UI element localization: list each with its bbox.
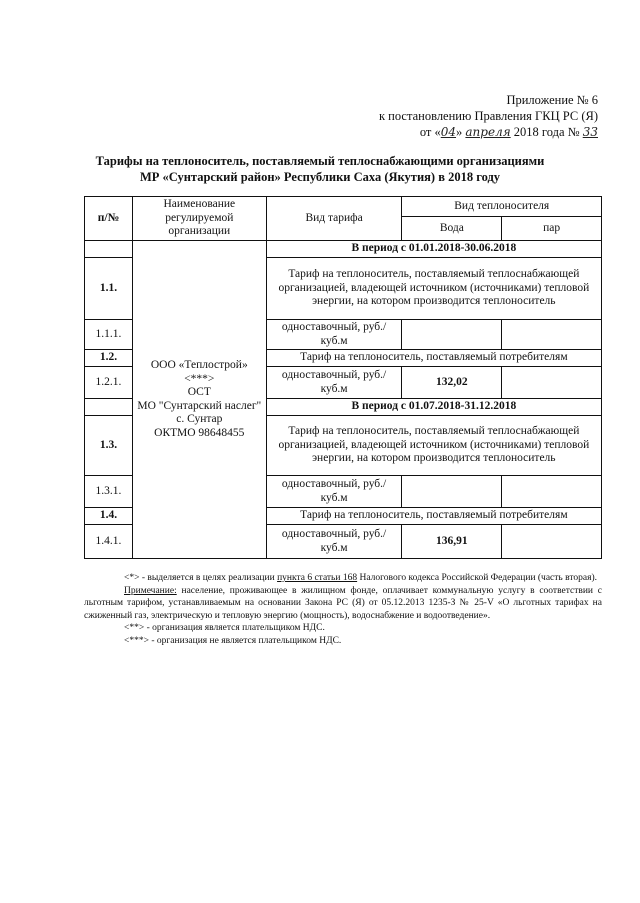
header-water: Вода: [402, 217, 502, 241]
header-steam: пар: [502, 217, 602, 241]
table-row: [85, 241, 602, 258]
footnotes: [84, 572, 602, 647]
row-type: одноставочный, руб./куб.м: [266, 367, 402, 399]
footnote-vat-payer: <**> - организация является плательщиком НДС.: [124, 623, 325, 633]
row-num: 1.3.1.: [85, 476, 133, 508]
header-type: Вид тарифа: [266, 197, 402, 241]
note-text: население, проживающее в жилищном фонде, оплачивает коммунальную услугу в соответствии с льготным тарифом, устанавливаемым на основании Закона РС (Я) от 05.12.2013 1235-З № 25-V «О льготных тарифах на сжиженный газ, электрическую и тепловую энергию (мощность), водоснабжение и водоотведение».: [84, 585, 602, 621]
row-water: 136,91: [402, 525, 502, 559]
row-num: 1.2.1.: [85, 367, 133, 399]
row-num: 1.3.: [85, 416, 133, 476]
table-header-row: [85, 197, 602, 217]
row-steam: [502, 320, 602, 350]
row-num: 1.4.1.: [85, 525, 133, 559]
period-2: В период с 01.07.2018-31.12.2018: [266, 399, 601, 416]
org-line: <***>: [184, 372, 215, 385]
row-text: Тариф на теплоноситель, поставляемый потребителям: [266, 508, 601, 525]
row-num: 1.2.: [85, 350, 133, 367]
appendix-date-line: [379, 124, 598, 140]
org-line: ООО «Теплострой»: [150, 359, 248, 371]
empty-cell: [85, 241, 133, 258]
row-steam: [502, 476, 602, 508]
row-water: 132,02: [402, 367, 502, 399]
title-line-1: Тарифы на теплоноситель, поставляемый теплоснабжающими организациями: [95, 154, 545, 168]
row-type: одноставочный, руб./куб.м: [266, 320, 402, 350]
header-num: п/№: [85, 197, 133, 241]
appendix-doc-number: 33: [582, 125, 598, 139]
appendix-month: апреля: [465, 125, 511, 139]
period-1: В период с 01.01.2018-30.06.2018: [266, 241, 601, 258]
row-text: Тариф на теплоноситель, поставляемый теплоснабжающей организацией, владеющей источником (источниками) тепловой энергии, на котором производится теплоноситель: [266, 416, 601, 476]
row-type: одноставочный, руб./куб.м: [266, 476, 402, 508]
row-text: Тариф на теплоноситель, поставляемый теплоснабжающей организацией, владеющей источником (источниками) тепловой энергии, на котором производится теплоноситель: [266, 258, 601, 320]
appendix-day: 04: [440, 125, 457, 139]
row-text: Тариф на теплоноситель, поставляемый потребителям: [266, 350, 601, 367]
tax-code-link[interactable]: пункта 6 статьи 168: [277, 573, 358, 583]
title-line-2: МР «Сунтарский район» Республики Саха (Якутия) в 2018 году: [139, 170, 501, 184]
appendix-resolution: к постановлению Правления ГКЦ РС (Я): [378, 109, 598, 123]
document-title: [60, 153, 580, 185]
org-line: МО "Сунтарский наслег": [137, 399, 262, 412]
header-org: Наименование регулируемой организации: [132, 197, 266, 241]
appendix-mid: »: [456, 125, 466, 139]
appendix-number: Приложение № 6: [506, 93, 598, 107]
note-label: Примечание:: [124, 585, 177, 596]
row-water: [402, 476, 502, 508]
appendix-from: от «: [419, 125, 441, 139]
appendix-header: [379, 92, 598, 140]
footnote-1-b: Налогового кодекса Российской Федерации (часть вторая).: [357, 573, 598, 583]
footnote-vat-allocation: [84, 572, 602, 585]
organization-cell: [132, 241, 266, 559]
footnote-note: [84, 585, 602, 623]
org-line: с. Сунтар: [176, 413, 223, 425]
row-num: 1.4.: [85, 508, 133, 525]
footnote-1-a: <*> - выделяется в целях реализации: [124, 573, 278, 583]
row-steam: [502, 367, 602, 399]
row-water: [402, 320, 502, 350]
appendix-year: 2018 года №: [510, 125, 583, 139]
org-line: ОКТМО 98648455: [154, 426, 245, 439]
org-line: ОСТ: [187, 386, 211, 398]
empty-cell: [85, 399, 133, 416]
header-carrier: Вид теплоносителя: [402, 197, 602, 217]
row-type: одноставочный, руб./куб.м: [266, 525, 402, 559]
row-steam: [502, 525, 602, 559]
row-num: 1.1.1.: [85, 320, 133, 350]
footnote-not-vat-payer: <***> - организация не является плательщиком НДС.: [124, 635, 342, 646]
row-num: 1.1.: [85, 258, 133, 320]
tariff-table: [84, 196, 602, 559]
